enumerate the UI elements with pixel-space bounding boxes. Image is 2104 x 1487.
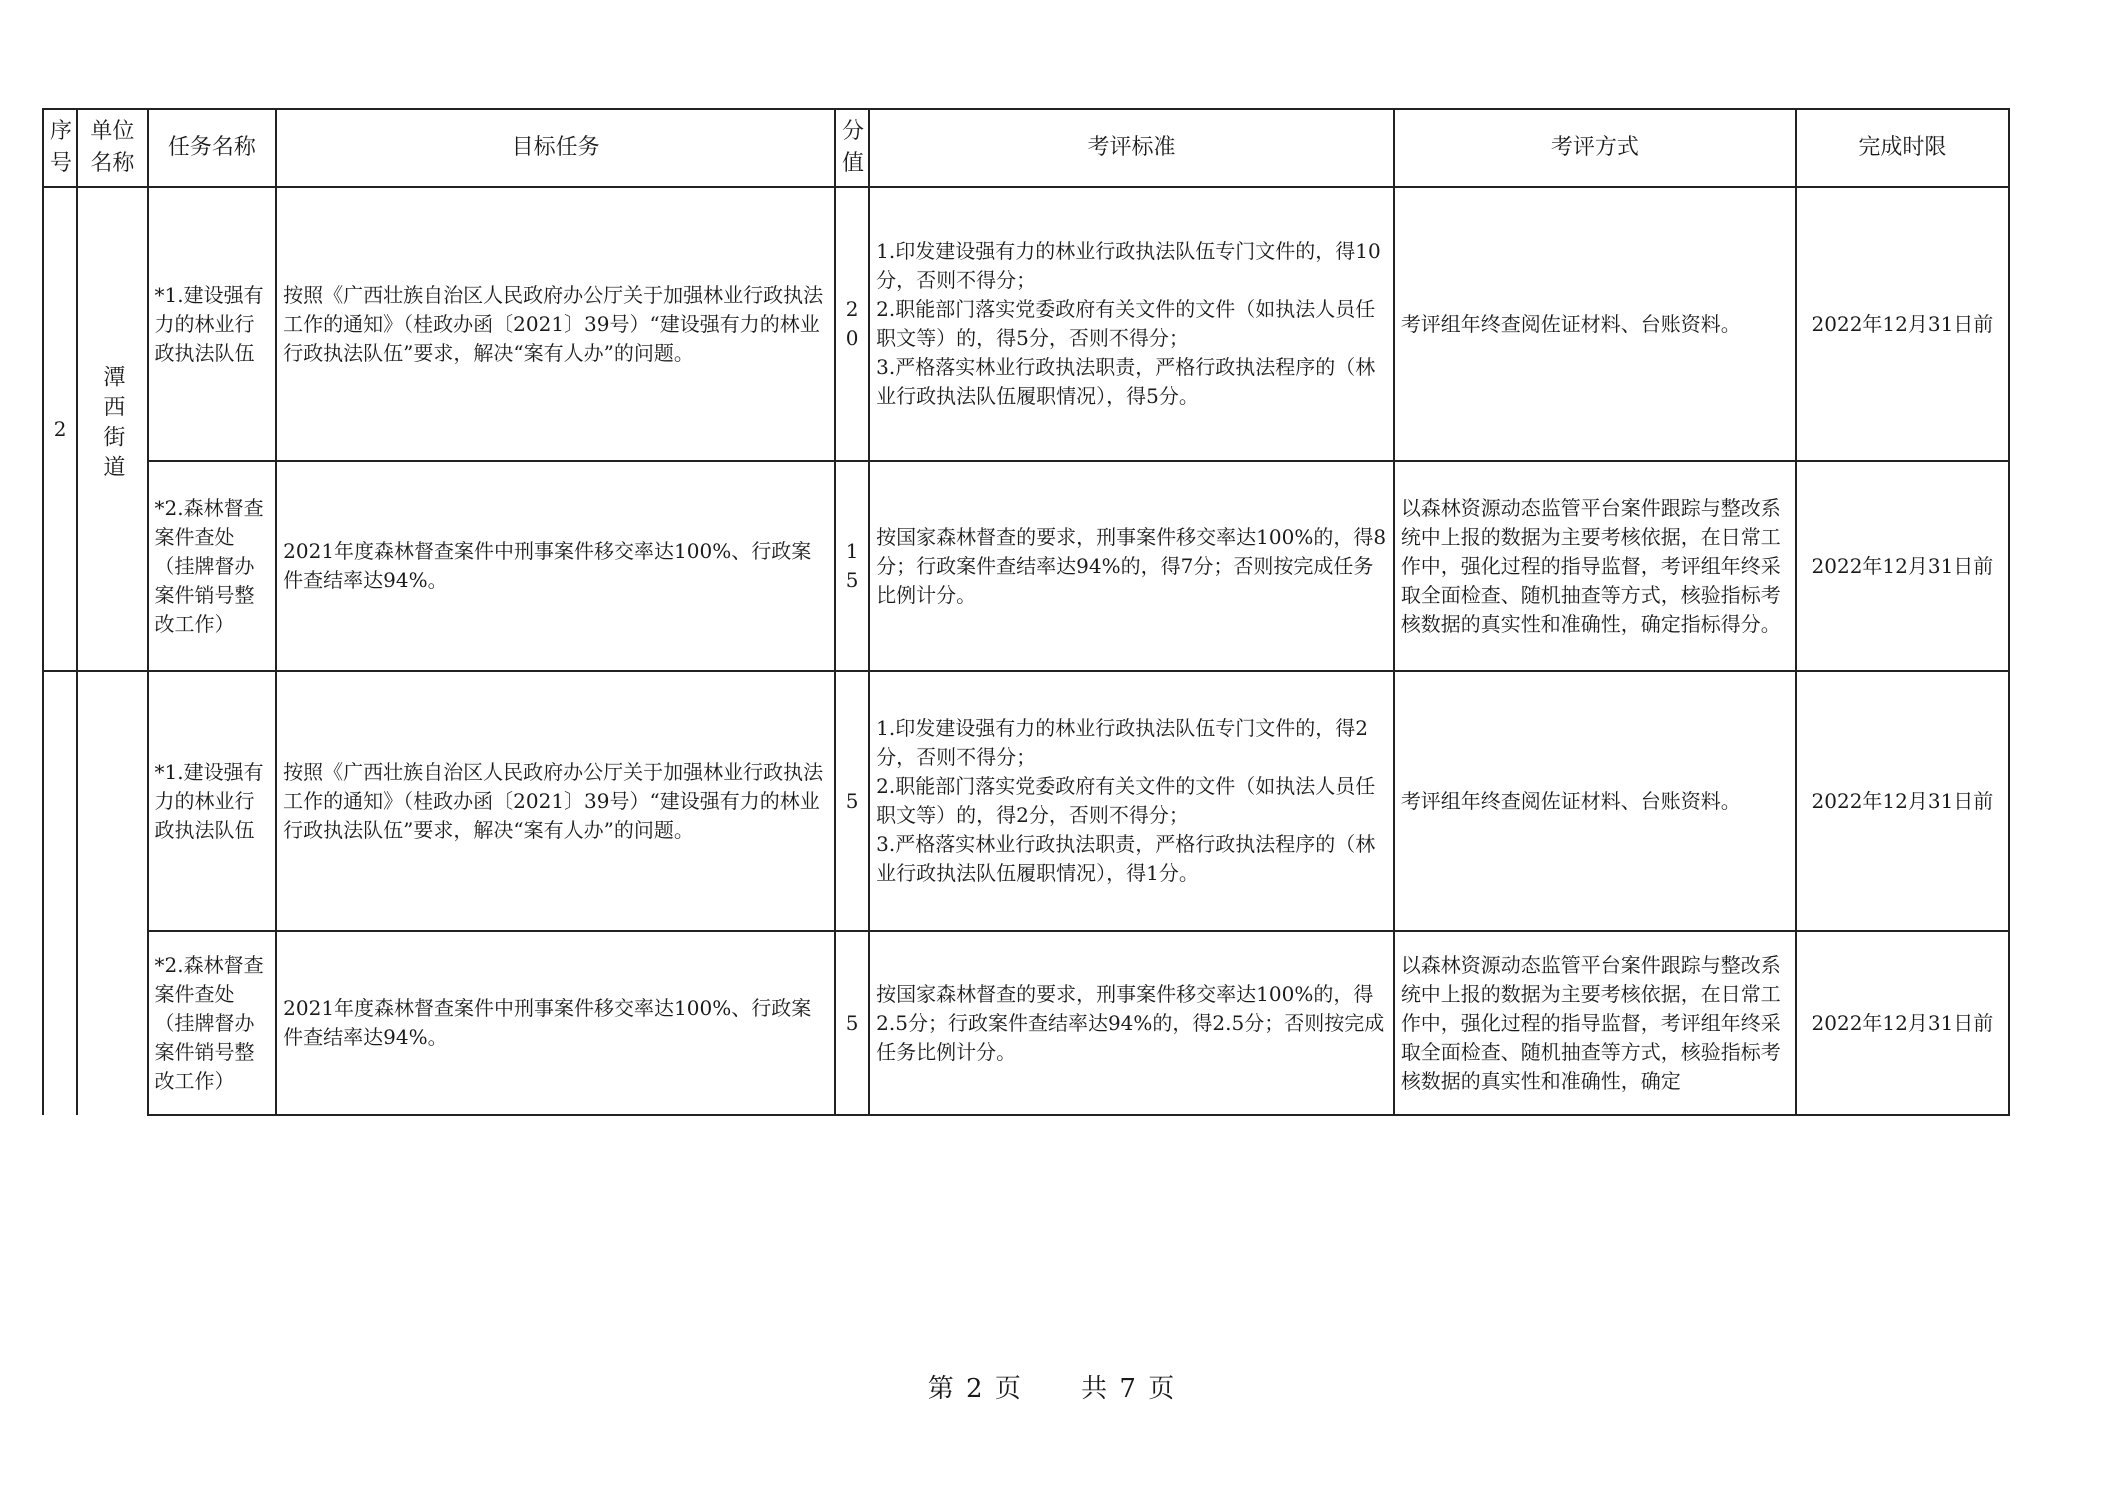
task-cell: *2.森林督查案件查处（挂牌督办案件销号整改工作） [148, 931, 277, 1115]
seq-cell [43, 671, 77, 1115]
criteria-line: 按国家森林督查的要求，刑事案件移交率达100%的，得8分；行政案件查结率达94%的，得7分；否则按完成任务比例计分。 [876, 524, 1387, 607]
method-cell: 以森林资源动态监管平台案件跟踪与整改系统中上报的数据为主要考核依据，在日常工作中，强化过程的指导监督，考评组年终采取全面检查、随机抽查等方式，核验指标考核数据的真实性和准确性，确定 [1394, 931, 1796, 1115]
task-cell: *2.森林督查案件查处（挂牌督办案件销号整改工作） [148, 461, 277, 671]
table-row [43, 931, 2009, 1115]
header-target: 目标任务 [276, 109, 835, 187]
table-header-row [43, 109, 2009, 187]
header-criteria: 考评标准 [869, 109, 1394, 187]
task-cell: *1.建设强有力的林业行政执法队伍 [148, 187, 277, 461]
criteria-line: 按国家森林督查的要求，刑事案件移交率达100%的，得2.5分；行政案件查结率达94%的，得2.5分；否则按完成任务比例计分。 [876, 981, 1385, 1064]
unit-cell [77, 671, 147, 1115]
header-deadline: 完成时限 [1796, 109, 2009, 187]
seq-cell: 2 [43, 187, 77, 671]
target-cell: 按照《广西壮族自治区人民政府办公厅关于加强林业行政执法工作的通知》（桂政办函〔2021〕39号）“建设强有力的林业行政执法队伍”要求，解决“案有人办”的问题。 [276, 187, 835, 461]
deadline-cell: 2022年12月31日前 [1796, 931, 2009, 1115]
score-cell: 15 [835, 461, 869, 671]
deadline-cell: 2022年12月31日前 [1796, 671, 2009, 931]
header-seq: 序号 [43, 109, 77, 187]
criteria-cell [869, 931, 1394, 1115]
criteria-cell [869, 671, 1394, 931]
criteria-line: 3.严格落实林业行政执法职责，严格行政执法程序的（林业行政执法队伍履职情况），得1分。 [876, 832, 1376, 885]
criteria-line: 2.职能部门落实党委政府有关文件的文件（如执法人员任职文等）的，得2分，否则不得分； [876, 774, 1376, 827]
page-total: 共 7 页 [1081, 1374, 1177, 1404]
score-cell: 20 [835, 187, 869, 461]
table-row [43, 187, 2009, 461]
criteria-cell [869, 461, 1394, 671]
criteria-line: 2.职能部门落实党委政府有关文件的文件（如执法人员任职文等）的，得5分，否则不得分； [876, 297, 1376, 350]
method-cell: 考评组年终查阅佐证材料、台账资料。 [1394, 671, 1796, 931]
task-cell: *1.建设强有力的林业行政执法队伍 [148, 671, 277, 931]
unit-name: 潭西街道 [99, 365, 125, 485]
header-unit: 单位名称 [77, 109, 147, 187]
unit-cell [77, 187, 147, 671]
table-row [43, 461, 2009, 671]
criteria-line: 1.印发建设强有力的林业行政执法队伍专门文件的，得2分，否则不得分； [876, 716, 1368, 769]
target-cell: 2021年度森林督查案件中刑事案件移交率达100%、行政案件查结率达94%。 [276, 461, 835, 671]
assessment-table [42, 108, 2010, 1116]
table-row [43, 671, 2009, 931]
score-cell: 5 [835, 671, 869, 931]
page-footer [0, 1368, 2104, 1405]
method-cell: 考评组年终查阅佐证材料、台账资料。 [1394, 187, 1796, 461]
deadline-cell: 2022年12月31日前 [1796, 461, 2009, 671]
target-cell: 2021年度森林督查案件中刑事案件移交率达100%、行政案件查结率达94%。 [276, 931, 835, 1115]
score-cell: 5 [835, 931, 869, 1115]
header-score: 分值 [835, 109, 869, 187]
method-cell: 以森林资源动态监管平台案件跟踪与整改系统中上报的数据为主要考核依据，在日常工作中，强化过程的指导监督，考评组年终采取全面检查、随机抽查等方式，核验指标考核数据的真实性和准确性，确定指标得分。 [1394, 461, 1796, 671]
criteria-line: 1.印发建设强有力的林业行政执法队伍专门文件的，得10分，否则不得分； [876, 239, 1381, 292]
deadline-cell: 2022年12月31日前 [1796, 187, 2009, 461]
criteria-cell [869, 187, 1394, 461]
header-task: 任务名称 [148, 109, 277, 187]
header-method: 考评方式 [1394, 109, 1796, 187]
page-number: 第 2 页 [927, 1374, 1023, 1404]
target-cell: 按照《广西壮族自治区人民政府办公厅关于加强林业行政执法工作的通知》（桂政办函〔2021〕39号）“建设强有力的林业行政执法队伍”要求，解决“案有人办”的问题。 [276, 671, 835, 931]
criteria-line: 3.严格落实林业行政执法职责，严格行政执法程序的（林业行政执法队伍履职情况），得5分。 [876, 355, 1376, 408]
